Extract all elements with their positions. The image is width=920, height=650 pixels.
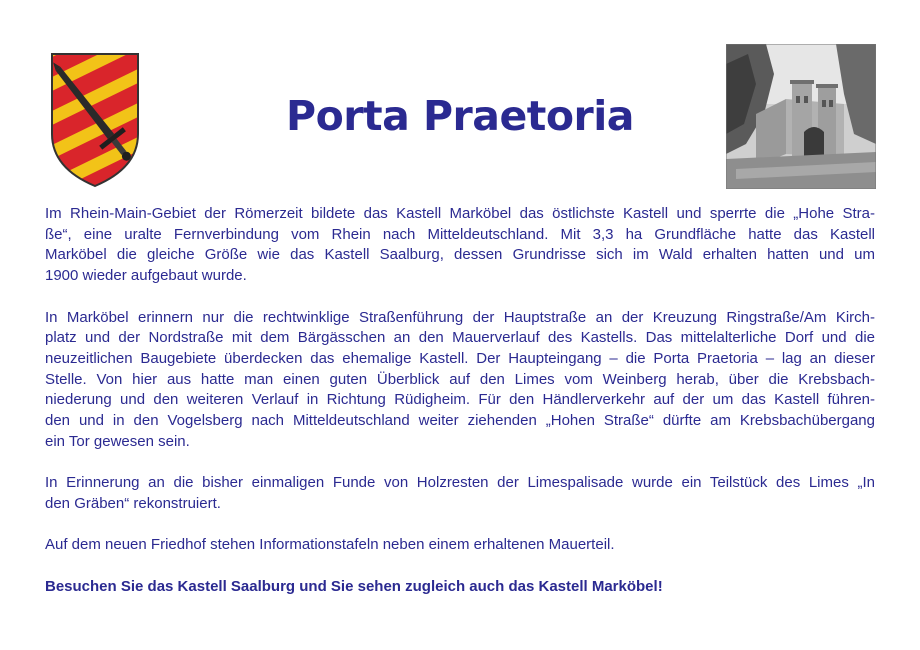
- body-text: [45, 204, 875, 618]
- text-line: In Marköbel erinnern nur die rechtwinklige Straßenführung der Hauptstraße an der Kreuzung Ringstraße/Am Kirch-: [45, 308, 875, 326]
- text-line: den und in den Vogelsberg nach Mitteldeutschland weiter ziehenden „Hohen Straße“ dürfte am Krebsbachübergang: [45, 412, 875, 430]
- paragraph-4: [45, 535, 875, 556]
- text-line: Auf dem neuen Friedhof stehen Informationstafeln neben einem erhaltenen Mauerteil.: [45, 536, 615, 554]
- text-line: platz und der Nordstraße mit dem Bärgässchen an den Mauerverlauf des Kastells. Das mittelalterliche Dorf und die: [45, 329, 875, 347]
- paragraph-3: [45, 473, 875, 514]
- closing-statement: [45, 577, 875, 598]
- text-line: ße“, eine uralte Fernverbindung vom Rhein nach Mitteldeutschland. Mit 3,3 ha Grundfläche hatte das Kastell: [45, 225, 875, 243]
- text-line: Im Rhein-Main-Gebiet der Römerzeit bildete das Kastell Marköbel das östlichste Kastell und sperrte die „Hohe Stra-: [45, 205, 875, 222]
- text-line: neuzeitlichen Baugebiete überdecken das ehemalige Kastell. Der Haupteingang – die Porta Praetoria – lag an dieser: [45, 349, 875, 367]
- text-line: den Gräben“ rekonstruiert.: [45, 494, 221, 512]
- text-line: niederung und den weiteren Verlauf in Richtung Rüdigheim. Für den Händlerverkehr auf der um das Kastell führen-: [45, 391, 875, 409]
- text-line: In Erinnerung an die bisher einmaligen Funde von Holzresten der Limespalisade wurde ein Teilstück des Limes „In: [45, 474, 875, 492]
- text-line: Stelle. Von hier aus hatte man einen guten Überblick auf den Limes vom Weinberg herab, über die Krebsbach-: [45, 370, 875, 388]
- paragraph-1: [45, 204, 875, 287]
- page-title: Porta Praetoria: [286, 92, 634, 140]
- text-line: 1900 wieder aufgebaut wurde.: [45, 267, 247, 285]
- text-line: ein Tor gewesen sein.: [45, 432, 190, 450]
- text-line: Marköbel die gleiche Größe wie das Kastell Saalburg, dessen Grundrisse sich im Wald erhalten hatten und um: [45, 246, 875, 264]
- paragraph-2: [45, 308, 875, 453]
- closing-line: Besuchen Sie das Kastell Saalburg und Sie sehen zugleich auch das Kastell Marköbel!: [45, 577, 663, 595]
